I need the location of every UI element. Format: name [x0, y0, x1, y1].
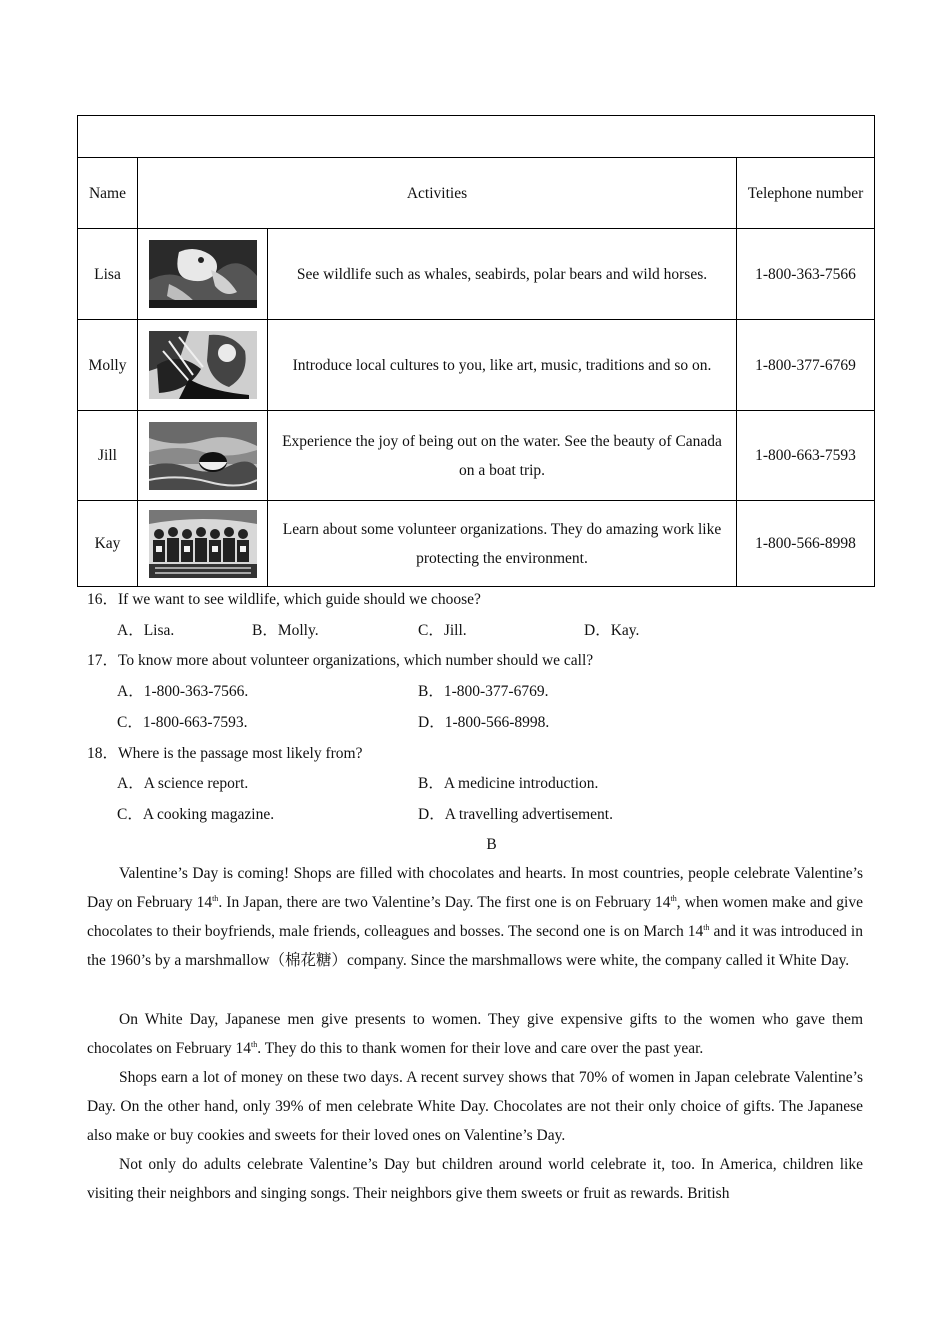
table-row [78, 229, 875, 320]
question-18 [87, 744, 363, 764]
passage-paragraph-2 [87, 1005, 863, 1063]
passage-paragraph-1 [87, 859, 863, 975]
question-16 [87, 590, 481, 610]
option-a: A．1-800-363-7566. [117, 683, 249, 700]
guide-name: Jill [78, 411, 138, 501]
guide-name: Molly [78, 320, 138, 411]
guide-activity: Introduce local cultures to you, like art, music, traditions and so on. [268, 320, 737, 411]
question-number: 16． [87, 591, 119, 608]
table-header-row [78, 158, 875, 229]
question-text: To know more about volunteer organizations, which number should we call? [118, 652, 594, 669]
paragraph-text: . In Japan, there are two Valentine’s Day. The first one is on February 14 [218, 894, 671, 911]
paragraph-text: , when women make and give chocolates to their boyfriends, male friends, colleagues and bosses. The second one is on March 14 [87, 894, 863, 940]
guide-name: Lisa [78, 229, 138, 320]
guide-photo-cell [138, 411, 268, 501]
question-text: If we want to see wildlife, which guide should we choose? [118, 591, 481, 608]
header-telephone: Telephone number [737, 158, 875, 229]
ordinal-suffix: th [212, 894, 219, 903]
guide-photo-cell [138, 229, 268, 320]
paragraph-text: . They do this to thank women for their love and care over the past year. [257, 1040, 704, 1057]
guide-phone: 1-800-566-8998 [737, 501, 875, 587]
ordinal-suffix: th [670, 894, 677, 903]
guide-phone: 1-800-377-6769 [737, 320, 875, 411]
question-number: 17． [87, 652, 119, 669]
table-title-row [78, 116, 875, 158]
culture-photo [149, 331, 257, 399]
question-17 [87, 651, 593, 671]
passage-paragraph-4: Not only do adults celebrate Valentine’s Day but children around world celebrate it, too. In America, children like visiting their neighbors and singing songs. Their neighbors give them sweets or fruit as rewards. British [87, 1156, 863, 1202]
ordinal-suffix: th [251, 1040, 258, 1049]
guide-phone: 1-800-663-7593 [737, 411, 875, 501]
option-c: C．A cooking magazine. [117, 806, 275, 823]
option-a: A．A science report. [117, 775, 249, 792]
guide-photo-cell [138, 501, 268, 587]
header-name: Name [78, 158, 138, 229]
wildlife-photo [149, 240, 257, 308]
question-number: 18． [87, 745, 119, 762]
guide-name: Kay [78, 501, 138, 587]
option-d: D．1-800-566-8998. [418, 714, 550, 731]
section-label: B [486, 836, 497, 853]
guide-activity: Learn about some volunteer organizations. They do amazing work like protecting the environment. [268, 501, 737, 587]
option-c: C．1-800-663-7593. [117, 714, 248, 731]
header-activities: Activities [138, 158, 737, 229]
question-text: Where is the passage most likely from? [118, 745, 363, 762]
table-row [78, 320, 875, 411]
table-row [78, 501, 875, 587]
guide-activity: See wildlife such as whales, seabirds, polar bears and wild horses. [268, 229, 737, 320]
option-b: B．A medicine introduction. [418, 775, 599, 792]
table-row [78, 411, 875, 501]
option-a: A．Lisa. [117, 622, 175, 639]
guide-phone: 1-800-363-7566 [737, 229, 875, 320]
paragraph-text: and it was introduced in the 1960’s by a marshmallow（棉花糖）company. Since the marshmallows were white, the company called it White Day. [87, 923, 863, 969]
option-c: C．Jill. [418, 622, 467, 639]
option-d: D．Kay. [584, 622, 640, 639]
guide-activity: Experience the joy of being out on the water. See the beauty of Canada on a boat trip. [268, 411, 737, 501]
paragraph-text: On White Day, Japanese men give presents to women. They give expensive gifts to the women who gave them chocolates on February 14 [87, 1011, 863, 1057]
ordinal-suffix: th [703, 923, 710, 932]
option-b: B．Molly. [252, 622, 319, 639]
volunteers-photo [149, 510, 257, 578]
table-title-cell [78, 116, 875, 158]
option-d: D．A travelling advertisement. [418, 806, 613, 823]
boat-trip-photo [149, 422, 257, 490]
paragraph-text: Valentine’s Day is coming! Shops are filled with chocolates and hearts. In most countries, people celebrate Valentine’s Day on February 14 [87, 865, 863, 911]
tour-guide-table [77, 115, 875, 587]
option-b: B．1-800-377-6769. [418, 683, 549, 700]
passage-paragraph-3: Shops earn a lot of money on these two days. A recent survey shows that 70% of women in Japan celebrate Valentine’s Day. On the other hand, only 39% of men celebrate White Day. Chocolates are not their only choice of gifts. The Japanese also make or buy cookies and sweets for their loved ones on Valentine’s Day. [87, 1069, 863, 1144]
guide-photo-cell [138, 320, 268, 411]
